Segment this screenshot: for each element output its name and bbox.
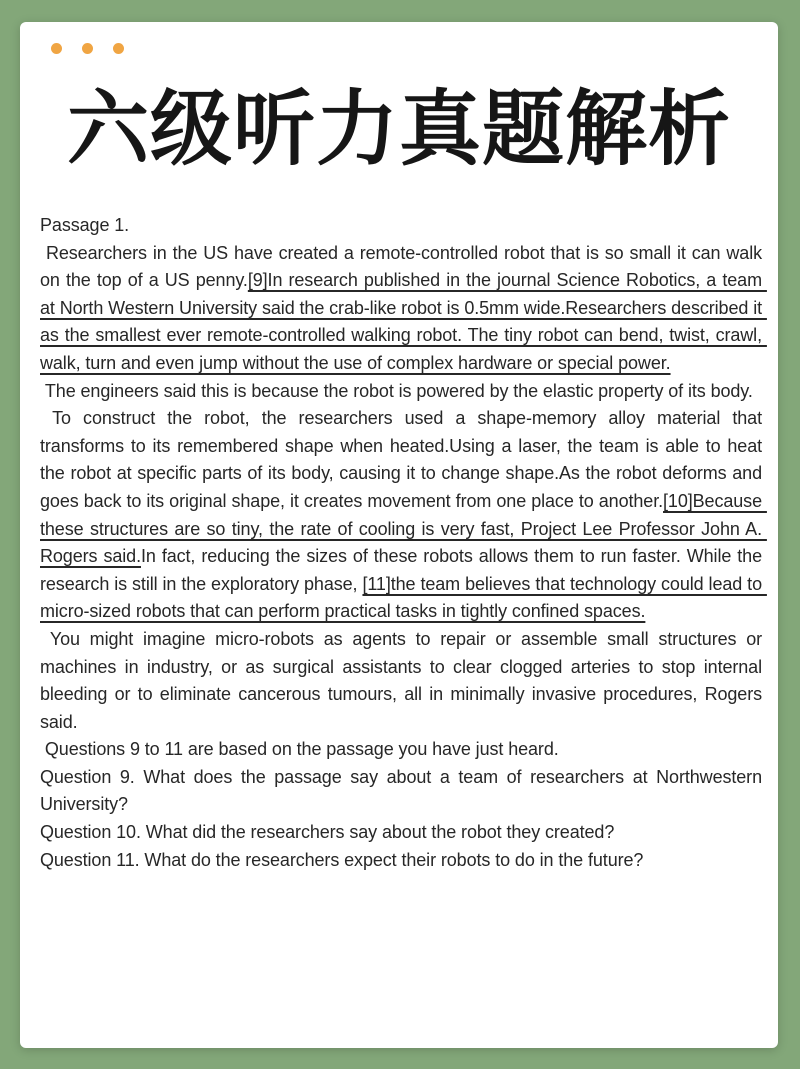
text-segment: You might imagine micro-robots as agents to repair or assemble small structures or machines in industry, or as surgical assistants to clear clogged arteries to stop internal bleeding or to eliminate cancerous tumours, all in minimally invasive procedures, Rogers said. <box>40 628 767 732</box>
passage-paragraph <box>40 212 762 240</box>
underlined-text-segment: [11]the team believes that technology could lead to micro-sized robots that can perform practical tasks in tightly confined spaces. <box>40 573 767 622</box>
passage-paragraph <box>40 736 762 764</box>
passage-paragraph <box>40 819 762 847</box>
passage-paragraph <box>40 626 767 736</box>
passage-body <box>40 212 767 874</box>
dot-icon <box>113 43 124 54</box>
passage-paragraph <box>40 405 767 626</box>
text-segment: Question 11. What do the researchers expect their robots to do in the future? <box>40 849 644 870</box>
text-segment: In fact, reducing the sizes of these robots allows them to run faster. While the research is still in the exploratory phase, <box>40 546 767 594</box>
passage-paragraph <box>40 847 762 875</box>
text-segment: To construct the robot, the researchers used a shape-memory alloy material that transforms to its remembered shape when heated.Using a laser, the team is able to heat the robot at specific parts of its body, causing it to change shape.As the robot deforms and goes back to its original shape, it creates movement from one place to another. <box>40 408 767 511</box>
text-segment: Question 10. What did the researchers say about the robot they created? <box>40 822 615 843</box>
passage-paragraph <box>40 240 767 378</box>
content-card <box>20 22 778 1048</box>
passage-paragraph <box>40 378 762 406</box>
dot-icon <box>51 43 62 54</box>
text-segment: Passage 1. <box>40 215 130 235</box>
text-segment: Researchers in the US have created a remote-controlled robot that is so small it can walk on the top of a US penny. <box>40 242 767 291</box>
dot-icon <box>82 43 93 54</box>
underlined-text-segment: [9]In research published in the journal Science Robotics, a team at North Western University said the crab-like robot is 0.5mm wide.Researchers described it as the smallest ever remote-controlled walking robot. The tiny robot can bend, twist, crawl, walk, turn and even jump without the use of complex hardware or special power. <box>40 270 767 373</box>
text-segment: Question 9. What does the passage say about a team of researchers at Northwestern University? <box>40 766 767 815</box>
text-segment: Questions 9 to 11 are based on the passage you have just heard. <box>40 739 559 760</box>
page-title: 六级听力真题解析 <box>66 84 731 175</box>
underlined-text-segment: [10]Because these structures are so tiny, the rate of cooling is very fast, Project Lee Professor John A. Rogers said. <box>40 490 767 567</box>
text-segment: The engineers said this is because the robot is powered by the elastic property of its body. <box>40 380 753 401</box>
decorative-dots <box>51 43 124 54</box>
passage-paragraph <box>40 764 767 819</box>
